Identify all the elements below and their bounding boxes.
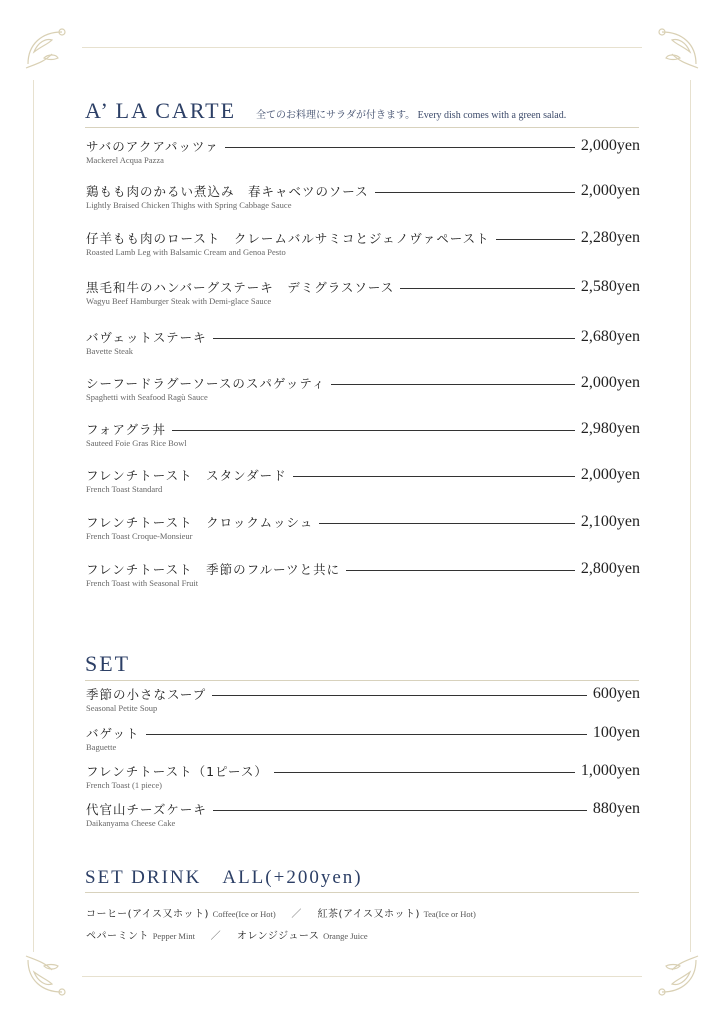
leader-line [375, 192, 575, 193]
leader-line [496, 239, 575, 240]
item-price: 2,980yen [580, 420, 640, 437]
item-name-en: French Toast (1 piece) [86, 780, 162, 790]
item-name-jp: 鶏もも肉のかるい煮込み 春キャベツのソース [86, 184, 369, 199]
frame-bottom-rule [82, 976, 642, 977]
item-price: 2,000yen [580, 466, 640, 483]
menu-item [86, 798, 640, 834]
item-price: 2,580yen [580, 278, 640, 295]
item-name-en: Bavette Steak [86, 346, 133, 356]
item-price: 2,800yen [580, 560, 640, 577]
corner-ornament-top-left [22, 24, 78, 72]
menu-item [86, 326, 640, 362]
item-price: 600yen [592, 685, 640, 702]
item-name-en: French Toast with Seasonal Fruit [86, 578, 199, 588]
item-name-en: Daikanyama Cheese Cake [86, 818, 176, 828]
menu-item [86, 276, 640, 312]
drink-coffee-en: Coffee(Ice or Hot) [212, 909, 276, 919]
item-name-jp: フレンチトースト スタンダード [86, 468, 287, 483]
menu-item [86, 683, 640, 719]
drink-peppermint-jp: ペパーミント [86, 931, 149, 942]
drink-tea-en: Tea(Ice or Hot) [423, 909, 476, 919]
item-price: 2,280yen [580, 229, 640, 246]
item-name-en: Baguette [86, 742, 117, 752]
menu-item [86, 418, 640, 454]
item-name-en: Roasted Lamb Leg with Balsamic Cream and Genoa Pesto [86, 247, 286, 257]
salad-note: 全てのお料理にサラダが付きます。 Every dish comes with a green salad. [256, 110, 567, 121]
leader-line [172, 430, 575, 431]
item-name-en: Wagyu Beef Hamburger Steak with Demi-glace Sauce [86, 296, 272, 306]
leader-line [400, 288, 575, 289]
menu-item [86, 558, 640, 594]
item-name-en: Mackerel Acqua Pazza [86, 155, 164, 165]
leader-line [293, 476, 575, 477]
menu-item [86, 511, 640, 547]
item-name-en: Sauteed Foie Gras Rice Bowl [86, 438, 187, 448]
leader-line [346, 570, 575, 571]
menu-item [86, 760, 640, 796]
item-name-en: Lightly Braised Chicken Thighs with Spring Cabbage Sauce [86, 200, 292, 210]
a-la-carte-title: A’ LA CARTE [85, 98, 237, 123]
menu-item [86, 722, 640, 758]
item-name-jp: バゲット [86, 726, 140, 741]
item-price: 2,000yen [580, 137, 640, 154]
drink-orange-jp: オレンジジュース [236, 931, 320, 942]
item-price: 880yen [592, 800, 640, 817]
item-name-jp: フォアグラ丼 [86, 422, 167, 437]
a-la-carte-header [85, 98, 639, 128]
menu-item [86, 180, 640, 216]
item-name-en: French Toast Croque-Monsieur [86, 531, 193, 541]
leader-line [213, 338, 575, 339]
drink-line-2 [86, 927, 368, 942]
menu-item [86, 227, 640, 263]
leader-line [225, 147, 575, 148]
drink-peppermint-en: Pepper Mint [152, 931, 195, 941]
item-price: 100yen [592, 724, 640, 741]
item-name-en: Spaghetti with Seafood Ragù Sauce [86, 392, 208, 402]
item-name-jp: シーフードラグーソースのスパゲッティ [86, 376, 326, 391]
item-name-jp: サバのアクアパッツァ [86, 139, 219, 154]
leader-line [274, 772, 575, 773]
drink-orange-en: Orange Juice [323, 931, 368, 941]
drink-separator: ／ [291, 909, 302, 920]
drink-tea-jp: 紅茶(アイス又ホット) [317, 909, 420, 920]
leader-line [146, 734, 587, 735]
item-name-jp: 黒毛和牛のハンバーグステーキ デミグラスソース [86, 280, 395, 295]
drink-coffee-jp: コーヒー(アイス又ホット) [86, 909, 209, 920]
menu-item [86, 135, 640, 171]
set-drink-title: SET DRINK ALL(+200yen) [85, 867, 363, 888]
item-name-jp: 代官山チーズケーキ [86, 802, 207, 817]
drink-line-1 [86, 905, 476, 920]
item-name-jp: フレンチトースト クロックムッシュ [86, 515, 314, 530]
item-name-jp: フレンチトースト（1ピース） [86, 764, 268, 779]
leader-line [319, 523, 575, 524]
item-name-jp: 季節の小さなスープ [86, 687, 207, 702]
item-price: 2,680yen [580, 328, 640, 345]
corner-ornament-top-right [646, 24, 702, 72]
item-name-jp: フレンチトースト 季節のフルーツと共に [86, 562, 341, 577]
item-name-jp: バヴェットステーキ [86, 330, 207, 345]
item-price: 2,000yen [580, 182, 640, 199]
menu-item [86, 372, 640, 408]
set-header [85, 651, 639, 681]
leader-line [212, 695, 587, 696]
drink-separator: ／ [210, 931, 222, 942]
corner-ornament-bottom-right [646, 952, 702, 1000]
item-price: 2,100yen [580, 513, 640, 530]
item-price: 2,000yen [580, 374, 640, 391]
leader-line [213, 810, 587, 811]
leader-line [331, 384, 575, 385]
frame-top-rule [82, 47, 642, 48]
set-title: SET [85, 651, 131, 676]
item-name-jp: 仔羊もも肉のロースト クレームバルサミコとジェノヴァペースト [86, 231, 490, 246]
set-drink-header [85, 862, 639, 893]
item-name-en: Seasonal Petite Soup [86, 703, 158, 713]
item-price: 1,000yen [580, 762, 640, 779]
item-name-en: French Toast Standard [86, 484, 163, 494]
menu-item [86, 464, 640, 500]
corner-ornament-bottom-left [22, 952, 78, 1000]
